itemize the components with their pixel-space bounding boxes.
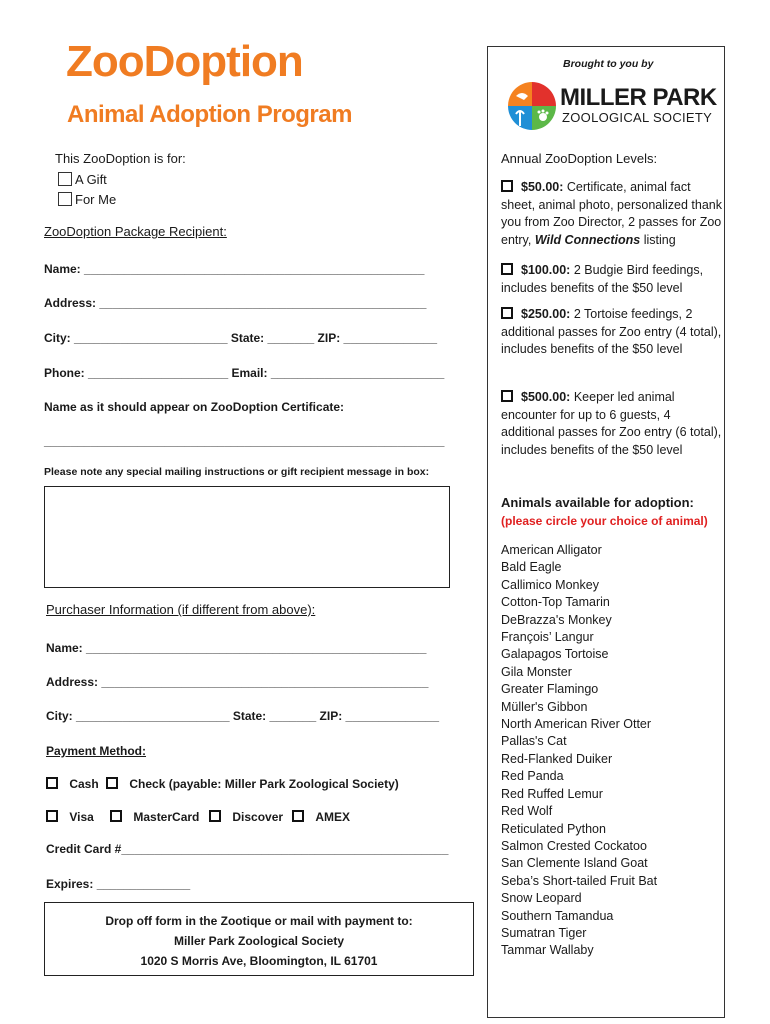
- mailing-note-label: Please note any special mailing instructions or gift recipient message in box:: [44, 466, 430, 478]
- dropoff-box: [44, 902, 474, 976]
- dropoff-line3: 1020 S Morris Ave, Bloomington, IL 61701: [140, 954, 378, 968]
- purchaser-city-field[interactable]: City: _______________________ State: _______ ZIP: ______________: [46, 709, 439, 723]
- animal-item[interactable]: Seba’s Short-tailed Fruit Bat: [501, 873, 658, 888]
- animal-item[interactable]: American Alligator: [501, 543, 602, 557]
- gift-checkbox[interactable]: [58, 172, 72, 186]
- mastercard-checkbox[interactable]: [110, 810, 122, 822]
- animal-item[interactable]: Cotton-Top Tamarin: [501, 595, 610, 610]
- animal-item[interactable]: Greater Flamingo: [501, 682, 599, 697]
- recipient-address-field[interactable]: Address: _________________________________________________: [44, 296, 427, 310]
- animal-item[interactable]: Red Panda: [501, 769, 564, 784]
- levels-heading: Annual ZooDoption Levels:: [501, 151, 658, 166]
- dropoff-line2: Miller Park Zoological Society: [173, 934, 345, 948]
- visa-checkbox[interactable]: [46, 810, 58, 822]
- animals-heading: Animals available for adoption:: [501, 495, 694, 510]
- gift-option[interactable]: A Gift: [58, 172, 107, 187]
- for-me-checkbox[interactable]: [58, 192, 72, 206]
- cash-checkbox[interactable]: [46, 777, 58, 789]
- level-500-checkbox[interactable]: [501, 390, 513, 402]
- logo-icon: [508, 82, 556, 130]
- animal-item[interactable]: DeBrazza's Monkey: [501, 612, 612, 627]
- level-250-checkbox[interactable]: [501, 307, 513, 319]
- org-name-line1: MILLER PARK: [560, 84, 717, 111]
- recipient-name-field[interactable]: Name: ___________________________________________________: [44, 262, 425, 276]
- level-50: $50.00: Certificate, animal fact sheet, animal photo, personalized thank you from Zoo Director, 2 passes for Zoo entry, Wild Connections listing: [501, 180, 722, 247]
- payment-discover-option[interactable]: Discover: [209, 810, 283, 824]
- animal-list: [501, 542, 657, 960]
- recipient-city-field[interactable]: City: _______________________ State: _______ ZIP: ______________: [44, 331, 437, 345]
- expires-field[interactable]: Expires: ______________: [46, 877, 191, 891]
- purchaser-heading: Purchaser Information (if different from above):: [46, 602, 316, 617]
- org-name-line2: ZOOLOGICAL SOCIETY: [562, 110, 713, 125]
- animal-item[interactable]: Sumatran Tiger: [501, 925, 587, 940]
- program-title: ZooDoption: [66, 37, 303, 86]
- animal-item[interactable]: San Clemente Island Goat: [501, 856, 648, 871]
- animal-item[interactable]: Red Wolf: [501, 804, 553, 819]
- payment-cash-option[interactable]: Cash: [46, 777, 99, 791]
- amex-checkbox[interactable]: [292, 810, 304, 822]
- animal-item[interactable]: Callimico Monkey: [501, 577, 599, 592]
- for-label: This ZooDoption is for:: [55, 151, 186, 166]
- check-checkbox[interactable]: [106, 777, 118, 789]
- recipient-phone-field[interactable]: Phone: _____________________ Email: __________________________: [44, 366, 445, 380]
- level-500: $500.00: Keeper led animal encounter for up to 6 guests, 4 additional passes for Zoo entry (6 total), includes benefits of the $50 level: [501, 390, 722, 457]
- credit-card-field[interactable]: Credit Card #_________________________________________________: [46, 842, 449, 856]
- payment-visa-option[interactable]: Visa: [46, 810, 94, 824]
- payment-mastercard-option[interactable]: MasterCard: [110, 810, 199, 824]
- payment-heading: Payment Method:: [46, 744, 147, 758]
- payment-check-option[interactable]: Check (payable: Miller Park Zoological Society): [106, 777, 399, 791]
- animals-instruction: (please circle your choice of animal): [501, 514, 708, 528]
- certificate-name-field[interactable]: ____________________________________________________________: [44, 434, 445, 448]
- animal-item[interactable]: Müller's Gibbon: [501, 699, 588, 714]
- animal-item[interactable]: Pallas's Cat: [501, 734, 567, 749]
- level-250: $250.00: 2 Tortoise feedings, 2 additional passes for Zoo entry (4 total), includes benefits of the $50 level: [501, 307, 722, 356]
- certificate-label: Name as it should appear on ZooDoption Certificate:: [44, 400, 345, 414]
- discover-checkbox[interactable]: [209, 810, 221, 822]
- animal-item[interactable]: Reticulated Python: [501, 821, 606, 836]
- animal-item[interactable]: François’ Langur: [501, 630, 594, 645]
- purchaser-name-field[interactable]: Name: ___________________________________________________: [46, 641, 427, 655]
- zoo-logo: [508, 82, 556, 130]
- purchaser-address-field[interactable]: Address: _________________________________________________: [46, 675, 429, 689]
- level-100-checkbox[interactable]: [501, 263, 513, 275]
- animal-item[interactable]: Southern Tamandua: [501, 908, 614, 923]
- animal-item[interactable]: North American River Otter: [501, 717, 652, 732]
- dropoff-line1: Drop off form in the Zootique or mail with payment to:: [105, 914, 413, 928]
- for-me-option[interactable]: For Me: [58, 192, 116, 207]
- brought-by-label: Brought to you by: [563, 58, 654, 70]
- animal-item[interactable]: Red-Flanked Duiker: [501, 751, 613, 766]
- animal-item[interactable]: Snow Leopard: [501, 891, 582, 906]
- recipient-heading: ZooDoption Package Recipient:: [44, 224, 227, 239]
- level-50-checkbox[interactable]: [501, 180, 513, 192]
- level-100: $100.00: 2 Budgie Bird feedings, includes benefits of the $50 level: [501, 263, 704, 295]
- animal-item[interactable]: Bald Eagle: [501, 560, 562, 575]
- payment-amex-option[interactable]: AMEX: [292, 810, 350, 824]
- animal-item[interactable]: Salmon Crested Cockatoo: [501, 838, 647, 853]
- animal-item[interactable]: Galapagos Tortoise: [501, 647, 609, 662]
- animal-item[interactable]: Red Ruffed Lemur: [501, 786, 603, 801]
- program-subtitle: Animal Adoption Program: [67, 101, 352, 128]
- animal-item[interactable]: Tammar Wallaby: [501, 943, 594, 958]
- message-box[interactable]: [44, 486, 450, 588]
- animal-item[interactable]: Gila Monster: [501, 664, 572, 679]
